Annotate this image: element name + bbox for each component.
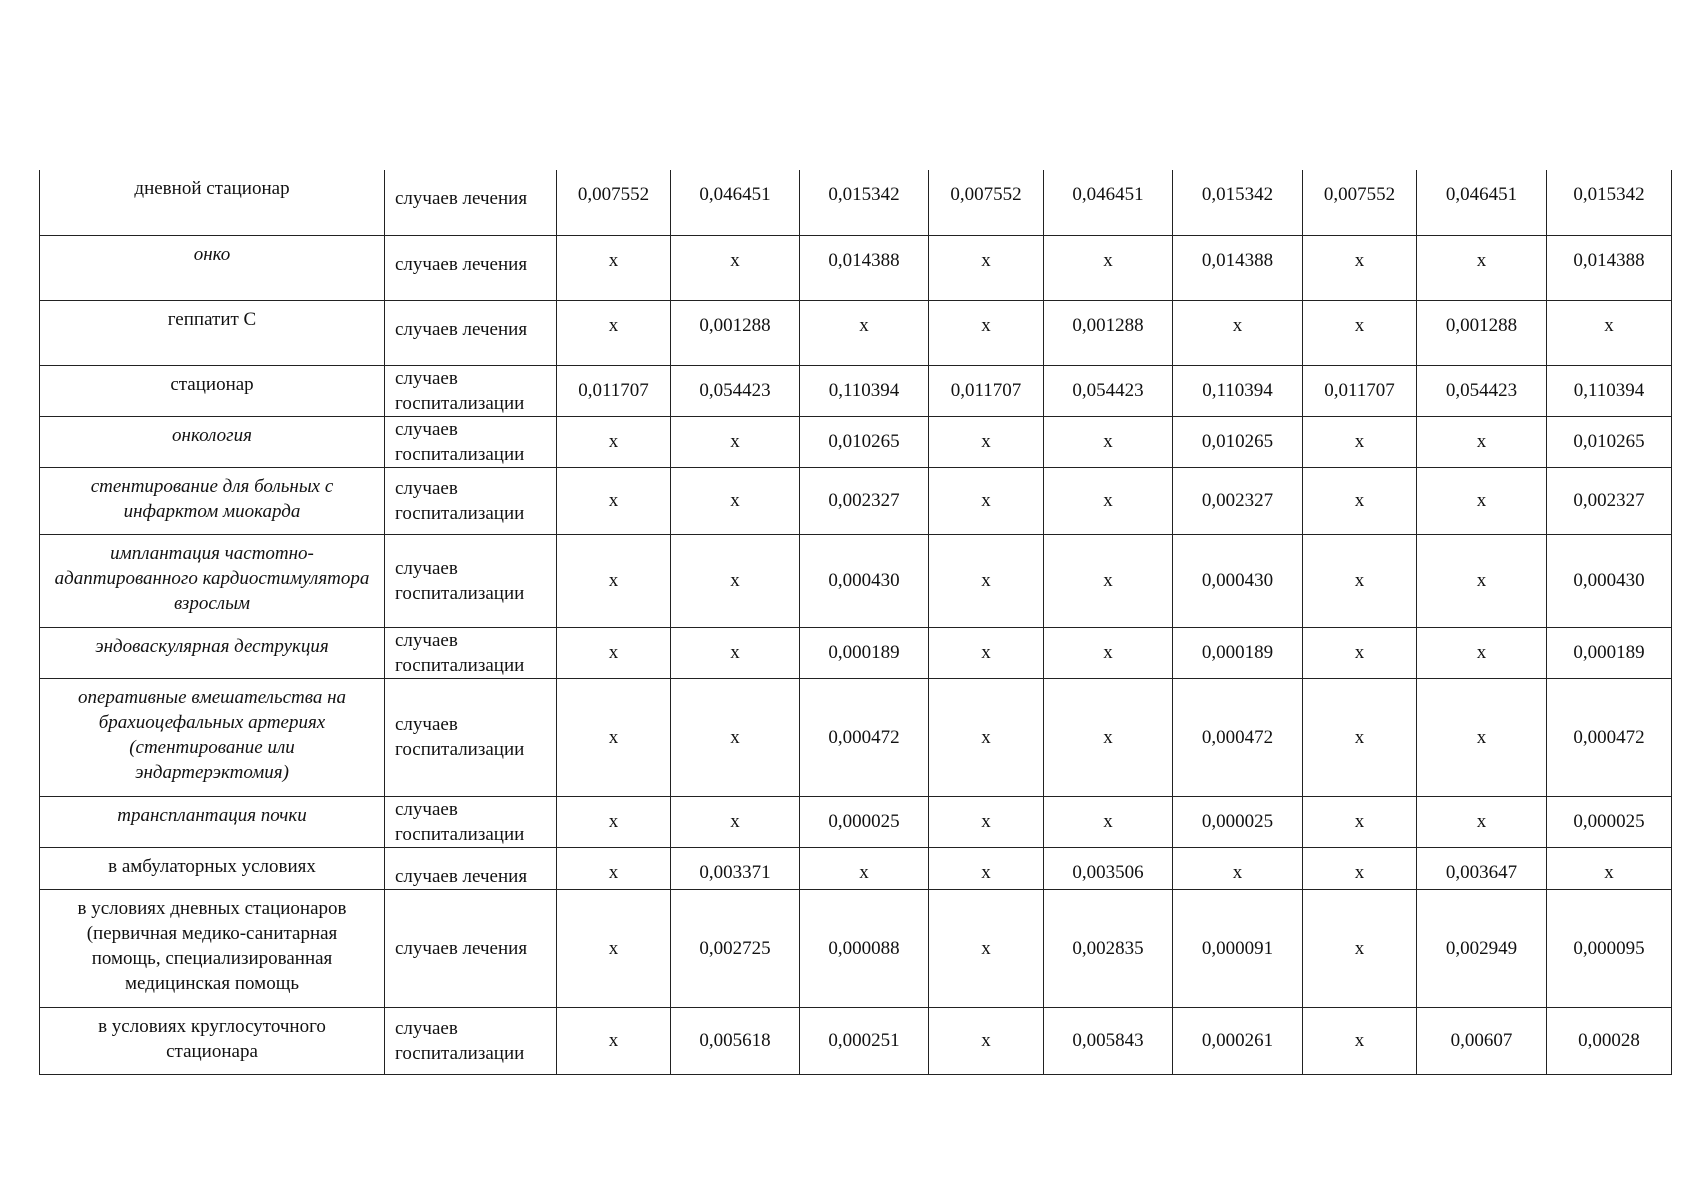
value-cell: х bbox=[929, 678, 1044, 796]
unit-cell: случаев госпитализации bbox=[385, 796, 557, 847]
table-row bbox=[40, 627, 1672, 678]
unit-cell: случаев госпитализации bbox=[385, 467, 557, 534]
value-cell: х bbox=[1417, 467, 1547, 534]
value-cell: х bbox=[1303, 889, 1417, 1007]
row-name-cell: онкология bbox=[40, 416, 385, 467]
value-cell: х bbox=[557, 1007, 671, 1074]
value-cell: 0,001288 bbox=[1044, 300, 1173, 365]
table-row bbox=[40, 847, 1672, 889]
unit-cell: случаев лечения bbox=[385, 235, 557, 300]
table-row bbox=[40, 534, 1672, 627]
value-cell: х bbox=[1417, 678, 1547, 796]
value-cell: 0,001288 bbox=[671, 300, 800, 365]
value-cell: х bbox=[1044, 235, 1173, 300]
value-cell: х bbox=[1417, 416, 1547, 467]
value-cell: х bbox=[1044, 534, 1173, 627]
value-cell: 0,046451 bbox=[1044, 170, 1173, 235]
table-body bbox=[40, 170, 1672, 1074]
value-cell: 0,002327 bbox=[800, 467, 929, 534]
value-cell: х bbox=[929, 627, 1044, 678]
value-cell: 0,00028 bbox=[1547, 1007, 1672, 1074]
value-cell: 0,010265 bbox=[1173, 416, 1303, 467]
value-cell: 0,000189 bbox=[1173, 627, 1303, 678]
value-cell: 0,000189 bbox=[800, 627, 929, 678]
unit-cell: случаев госпитализации bbox=[385, 534, 557, 627]
row-name-cell: эндоваскулярная деструкция bbox=[40, 627, 385, 678]
unit-cell: случаев лечения bbox=[385, 170, 557, 235]
value-cell: 0,015342 bbox=[1547, 170, 1672, 235]
value-cell: х bbox=[1303, 678, 1417, 796]
value-cell: 0,110394 bbox=[1173, 365, 1303, 416]
value-cell: 0,110394 bbox=[800, 365, 929, 416]
rates-table bbox=[39, 170, 1672, 1075]
row-name-cell: дневной стационар bbox=[40, 170, 385, 235]
value-cell: 0,007552 bbox=[1303, 170, 1417, 235]
value-cell: 0,000472 bbox=[1173, 678, 1303, 796]
value-cell: х bbox=[1044, 416, 1173, 467]
value-cell: 0,003371 bbox=[671, 847, 800, 889]
value-cell: 0,011707 bbox=[1303, 365, 1417, 416]
value-cell: х bbox=[557, 678, 671, 796]
table-row bbox=[40, 300, 1672, 365]
row-name-cell: стационар bbox=[40, 365, 385, 416]
row-name-cell: имплантация частотно-адаптированного кардиостимулятора взрослым bbox=[40, 534, 385, 627]
value-cell: х bbox=[671, 678, 800, 796]
value-cell: 0,000095 bbox=[1547, 889, 1672, 1007]
row-name-cell: в условиях круглосуточного стационара bbox=[40, 1007, 385, 1074]
value-cell: х bbox=[929, 534, 1044, 627]
table-row bbox=[40, 889, 1672, 1007]
value-cell: х bbox=[929, 416, 1044, 467]
value-cell: х bbox=[557, 416, 671, 467]
value-cell: х bbox=[1303, 627, 1417, 678]
value-cell: 0,002949 bbox=[1417, 889, 1547, 1007]
row-name-cell: онко bbox=[40, 235, 385, 300]
row-name-cell: в амбулаторных условиях bbox=[40, 847, 385, 889]
value-cell: 0,015342 bbox=[1173, 170, 1303, 235]
value-cell: 0,007552 bbox=[557, 170, 671, 235]
value-cell: х bbox=[557, 889, 671, 1007]
value-cell: х bbox=[1417, 534, 1547, 627]
value-cell: х bbox=[557, 467, 671, 534]
value-cell: 0,001288 bbox=[1417, 300, 1547, 365]
value-cell: х bbox=[1173, 847, 1303, 889]
value-cell: 0,000088 bbox=[800, 889, 929, 1007]
value-cell: 0,014388 bbox=[1173, 235, 1303, 300]
value-cell: х bbox=[1303, 847, 1417, 889]
value-cell: 0,054423 bbox=[671, 365, 800, 416]
value-cell: х bbox=[800, 847, 929, 889]
value-cell: х bbox=[1044, 678, 1173, 796]
value-cell: х bbox=[800, 300, 929, 365]
value-cell: 0,000430 bbox=[1547, 534, 1672, 627]
unit-cell: случаев лечения bbox=[385, 889, 557, 1007]
value-cell: х bbox=[1303, 235, 1417, 300]
row-name-cell: стентирование для больных с инфарктом миокарда bbox=[40, 467, 385, 534]
value-cell: 0,011707 bbox=[557, 365, 671, 416]
table-row bbox=[40, 170, 1672, 235]
unit-cell: случаев лечения bbox=[385, 847, 557, 889]
value-cell: х bbox=[1547, 847, 1672, 889]
row-name-cell: оперативные вмешательства на брахиоцефальных артериях (стентирование или эндартерэктомия) bbox=[40, 678, 385, 796]
value-cell: х bbox=[1303, 300, 1417, 365]
value-cell: 0,003506 bbox=[1044, 847, 1173, 889]
value-cell: х bbox=[1303, 796, 1417, 847]
value-cell: х bbox=[1173, 300, 1303, 365]
value-cell: х bbox=[929, 1007, 1044, 1074]
unit-cell: случаев госпитализации bbox=[385, 678, 557, 796]
value-cell: 0,000261 bbox=[1173, 1007, 1303, 1074]
value-cell: х bbox=[557, 300, 671, 365]
value-cell: 0,000472 bbox=[1547, 678, 1672, 796]
value-cell: х bbox=[1303, 467, 1417, 534]
value-cell: х bbox=[671, 627, 800, 678]
table-row bbox=[40, 467, 1672, 534]
value-cell: 0,054423 bbox=[1417, 365, 1547, 416]
value-cell: 0,002327 bbox=[1173, 467, 1303, 534]
value-cell: 0,046451 bbox=[671, 170, 800, 235]
value-cell: 0,007552 bbox=[929, 170, 1044, 235]
value-cell: х bbox=[1417, 796, 1547, 847]
value-cell: 0,015342 bbox=[800, 170, 929, 235]
value-cell: 0,014388 bbox=[800, 235, 929, 300]
row-name-cell: геппатит С bbox=[40, 300, 385, 365]
value-cell: 0,002835 bbox=[1044, 889, 1173, 1007]
value-cell: 0,010265 bbox=[1547, 416, 1672, 467]
value-cell: 0,00607 bbox=[1417, 1007, 1547, 1074]
value-cell: 0,000189 bbox=[1547, 627, 1672, 678]
value-cell: х bbox=[1547, 300, 1672, 365]
value-cell: 0,002725 bbox=[671, 889, 800, 1007]
value-cell: 0,000025 bbox=[800, 796, 929, 847]
value-cell: х bbox=[557, 627, 671, 678]
table-row bbox=[40, 416, 1672, 467]
table-row bbox=[40, 1007, 1672, 1074]
value-cell: 0,046451 bbox=[1417, 170, 1547, 235]
value-cell: 0,000251 bbox=[800, 1007, 929, 1074]
value-cell: х bbox=[557, 534, 671, 627]
value-cell: х bbox=[557, 235, 671, 300]
value-cell: 0,000472 bbox=[800, 678, 929, 796]
unit-cell: случаев госпитализации bbox=[385, 1007, 557, 1074]
value-cell: х bbox=[671, 416, 800, 467]
value-cell: х bbox=[1417, 235, 1547, 300]
row-name-cell: в условиях дневных стационаров (первичная медико-санитарная помощь, специализированная медицинская помощь bbox=[40, 889, 385, 1007]
value-cell: х bbox=[1303, 534, 1417, 627]
unit-cell: случаев госпитализации bbox=[385, 627, 557, 678]
value-cell: 0,005618 bbox=[671, 1007, 800, 1074]
value-cell: х bbox=[557, 796, 671, 847]
value-cell: 0,000430 bbox=[1173, 534, 1303, 627]
value-cell: х bbox=[1303, 1007, 1417, 1074]
unit-cell: случаев госпитализации bbox=[385, 365, 557, 416]
value-cell: х bbox=[929, 235, 1044, 300]
value-cell: х bbox=[1044, 467, 1173, 534]
value-cell: х bbox=[929, 847, 1044, 889]
value-cell: х bbox=[1044, 796, 1173, 847]
value-cell: х bbox=[671, 534, 800, 627]
value-cell: х bbox=[671, 796, 800, 847]
value-cell: х bbox=[929, 467, 1044, 534]
value-cell: 0,011707 bbox=[929, 365, 1044, 416]
unit-cell: случаев лечения bbox=[385, 300, 557, 365]
unit-cell: случаев госпитализации bbox=[385, 416, 557, 467]
value-cell: 0,000091 bbox=[1173, 889, 1303, 1007]
value-cell: 0,000430 bbox=[800, 534, 929, 627]
value-cell: х bbox=[1303, 416, 1417, 467]
value-cell: 0,003647 bbox=[1417, 847, 1547, 889]
value-cell: х bbox=[929, 796, 1044, 847]
value-cell: х bbox=[929, 300, 1044, 365]
value-cell: х bbox=[671, 235, 800, 300]
value-cell: х bbox=[1417, 627, 1547, 678]
row-name-cell: трансплантация почки bbox=[40, 796, 385, 847]
value-cell: 0,000025 bbox=[1173, 796, 1303, 847]
value-cell: х bbox=[1044, 627, 1173, 678]
table-row bbox=[40, 678, 1672, 796]
value-cell: х bbox=[671, 467, 800, 534]
table-row bbox=[40, 365, 1672, 416]
value-cell: 0,005843 bbox=[1044, 1007, 1173, 1074]
value-cell: 0,002327 bbox=[1547, 467, 1672, 534]
value-cell: 0,110394 bbox=[1547, 365, 1672, 416]
value-cell: х bbox=[557, 847, 671, 889]
table-row bbox=[40, 796, 1672, 847]
value-cell: 0,010265 bbox=[800, 416, 929, 467]
table-row bbox=[40, 235, 1672, 300]
value-cell: 0,054423 bbox=[1044, 365, 1173, 416]
value-cell: 0,014388 bbox=[1547, 235, 1672, 300]
value-cell: 0,000025 bbox=[1547, 796, 1672, 847]
value-cell: х bbox=[929, 889, 1044, 1007]
